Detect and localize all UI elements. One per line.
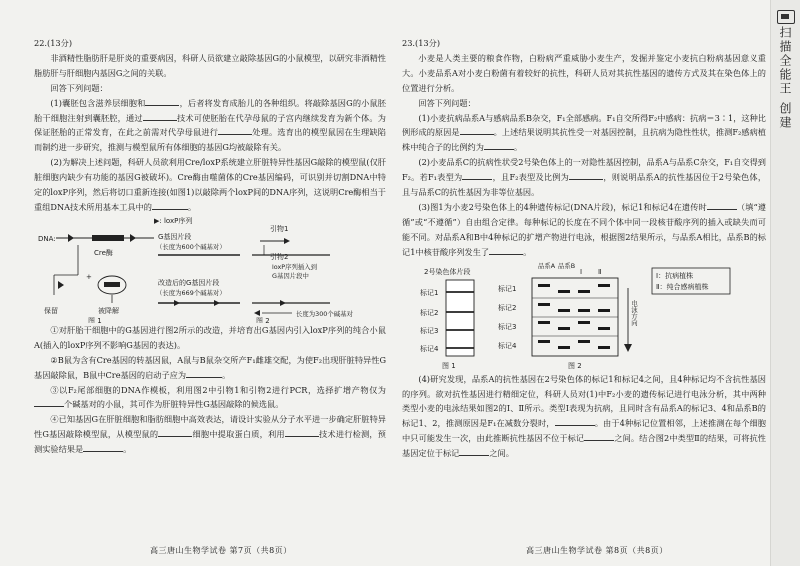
legend-II: Ⅱ：纯合感病植株 <box>656 282 709 291</box>
answer-blank[interactable] <box>34 397 64 407</box>
q23-part2: (2)小麦品系C的抗病性状受2号染色体上的一对隐性基因控制，品系A与品系C杂交，F₁自交得到F₂。若F₁表型为 ，且F₂表型及比例为 ，则说明品系A的抗性基因位于2号染色体，且与品系C的抗性基因为非等位基因。 <box>402 157 767 198</box>
answer-blank[interactable] <box>489 245 523 255</box>
question-23 <box>402 36 766 461</box>
q22-part2-iii: ③以F₂尾部细胞的DNA作模板，利用图2中引物1和引物2进行PCR，选择扩增产物仅为个碱基对的小鼠，其可作为肝脏特异性G基因敲除的候选鼠。 <box>34 383 386 413</box>
answer-blank[interactable] <box>484 140 514 150</box>
question-22 <box>34 36 386 457</box>
loxp-arrow-icon <box>280 300 286 306</box>
legend-I: Ⅰ：抗病植株 <box>656 271 694 280</box>
loxp-arrow-icon <box>214 300 220 306</box>
keep-label: 保留 <box>44 306 58 315</box>
fig2-caption: 图 2 <box>568 361 582 370</box>
col-II-label: Ⅱ <box>598 267 602 276</box>
answer-blank[interactable] <box>462 170 492 180</box>
fig1-caption: 图 1 <box>88 316 102 323</box>
q22-prompt: 回答下列问题： <box>50 82 108 93</box>
q22-intro: 非酒精性脂肪肝是肝炎的重要病因，科研人员欲建立敲除基因G的小鼠模型，以研究非酒精性脂肪肝与肝细胞内基因G之间的关联。 <box>34 52 386 78</box>
loxp-arrow-icon <box>130 234 136 242</box>
scanner-watermark-strip <box>770 0 800 566</box>
loxp-arrow-icon <box>68 234 74 242</box>
gel-bands <box>538 284 610 349</box>
exam-page-8 <box>396 0 766 566</box>
col-A-label: 品系A <box>538 261 556 270</box>
answer-blank[interactable] <box>186 368 222 378</box>
q22-part2-iv: ④已知基因G在肝脏细胞和脂肪细胞中高效表达，请设计实验从分子水平进一步确定肝脏特异性G基因敲除模型鼠，从模型鼠的 细胞中提取蛋白质，利用 技术进行检测，预测实验结果是 。 <box>34 414 386 455</box>
direction-arrow-icon <box>624 344 632 352</box>
lox-insert-label-1: loxP序列插入到 <box>272 262 318 271</box>
answer-blank[interactable] <box>584 431 614 441</box>
chr-title: 2号染色体片段 <box>424 267 471 276</box>
fig2-caption: 图 2 <box>256 316 270 323</box>
q23-part4: (4)研究发现，品系A的抗性基因在2号染色体的标记1和标记4之间，且4种标记均不含抗性基因的序列。欲对抗性基因进行精细定位，科研人员对(1)中F₂小麦的遗传标记进行电泳分析，其中两种类型小麦的电泳结果如图2的Ⅰ、Ⅱ所示。类型Ⅰ表现为抗病，且同时含有品系A的标记3、4和品系B的标记1、2，推测原因是F₁在减数分裂时， 。由于4种标记位置相邻，上述推测在每个细胞中只可能发生一次，由此推断抗性基因不位于标记 之间。结合图2中类型Ⅱ的结果，可将抗性基因定位于标记 之间。 <box>402 373 766 459</box>
q22-part2: (2)为解决上述问题，科研人员欲利用Cre/loxP系统建立肝脏特异性基因G敲除的模型鼠(仅肝脏细胞内缺少有功能的基因G被破坏)。Cre酶由噬菌体的Cre基因编码，可识别并切割DNA中特定的loxP序列，然后将切口重新连接(如图1)以敲除两个loxP间的DNA序列，这说明Cre酶相当于重组DNA技术所用基本工具中的 。 <box>34 157 386 212</box>
gfrag-label: G基因片段 <box>158 232 192 241</box>
loxp-arrow-icon <box>58 281 64 289</box>
primer1-label: 引物1 <box>270 224 289 233</box>
answer-blank[interactable] <box>285 427 319 437</box>
loxp-legend: ▶: loxP序列 <box>154 216 193 225</box>
fig1-caption: 图 1 <box>442 361 456 370</box>
modified-label: 改造后的G基因片段 <box>158 278 220 287</box>
target-segment <box>92 235 124 241</box>
len300-label: 长度为300个碱基对 <box>296 309 353 318</box>
q23-intro: 小麦是人类主要的粮食作物，白粉病严重威胁小麦生产，发掘并鉴定小麦抗白粉病基因意义重大。小麦品系A对小麦白粉菌有着较好的抗性，科研人员对其抗性基因的遗传方式及其在染色体上的位置进行分析。 <box>402 52 766 93</box>
col-I-label: Ⅰ <box>580 267 583 276</box>
answer-blank[interactable] <box>152 200 188 210</box>
answer-blank[interactable] <box>83 442 123 452</box>
answer-blank[interactable] <box>158 427 192 437</box>
scanner-logo-icon <box>777 10 795 24</box>
answer-blank[interactable] <box>218 125 252 135</box>
page-footer: 高三唐山生物学试卷 第7页（共8页） <box>150 546 292 555</box>
exam-page-7 <box>0 0 392 566</box>
q22-part1: (1)囊胚包含滋养层细胞和 ，后者将发育成胎儿的各种组织。将敲除基因G的小鼠胚胎干细胞注射到囊胚腔，通过 技术可使胚胎在代孕母鼠的子宫内继续发育为新个体。为保证胚胎的正常发育，在此之前需对代孕母鼠进行 处理。选育出的模型鼠因在生理缺陷而制约进一步研究，推测与模型鼠所有体细胞的基因G均被敲除有关。 <box>34 97 386 153</box>
q23-part3: (3)图1为小麦2号染色体上的4种遗传标记(DNA片段)，标记1和标记4在遗传时 （填“遵循”或“不遵循”）自由组合定律。每种标记的长度在不同个体中同一段核苷酸序列的插入或缺失而可能不同。对品系A和B中4种标记的扩增产物进行电泳，根据图2结果所示，与品系A相比，品系B的标记1中核苷酸序列发生了 。 <box>402 201 766 257</box>
q23-part1: (1)小麦抗病品系A与感病品系B杂交，F₁全部感病。F₁自交所得F₂中感病：抗病＝3∶1，这种比例形成的原因是 。上述结果说明其抗性受一对基因控制，且抗病为隐性性状，推测F₂感病植株中纯合子的比例约为 。 <box>402 112 766 153</box>
primer2-label: 引物2 <box>270 252 289 261</box>
answer-blank[interactable] <box>569 170 603 180</box>
q23-prompt: 回答下列问题： <box>418 97 476 108</box>
len669-label: （长度为669个碱基对） <box>156 288 226 297</box>
gel-row-4: 标记4 <box>498 341 517 350</box>
gel-row-2: 标记2 <box>498 303 517 312</box>
gel-row-1: 标记1 <box>498 284 517 293</box>
len600-label: （长度为600个碱基对） <box>156 242 226 251</box>
q23-title: 23.(13分) <box>402 38 441 48</box>
marker-label-2: 标记2 <box>420 308 439 317</box>
page-footer: 高三唐山生物学试卷 第8页（共8页） <box>526 546 668 555</box>
marker-label-1: 标记1 <box>420 288 439 297</box>
marker-label-4: 标记4 <box>420 344 439 353</box>
svg-text:+: + <box>86 272 92 281</box>
q22-figures <box>34 215 386 323</box>
direction-label: 电泳方向 <box>630 299 638 326</box>
loxp-arrow-icon <box>174 300 180 306</box>
dna-label: DNA: <box>38 234 56 243</box>
col-B-label: 品系B <box>558 261 576 270</box>
marker-label-3: 标记3 <box>420 326 439 335</box>
q23-figures <box>402 260 766 372</box>
answer-blank[interactable] <box>460 125 494 135</box>
answer-blank[interactable] <box>555 416 595 426</box>
answer-blank[interactable] <box>707 200 737 210</box>
loxp-cre-diagram <box>34 215 386 323</box>
q22-title: 22.(13分) <box>34 38 73 48</box>
answer-blank[interactable] <box>459 446 489 456</box>
gel-row-3: 标记3 <box>498 322 517 331</box>
q22-part2-ii: ②B鼠为含有Cre基因的转基因鼠，A鼠与B鼠杂交所产F₁雌雄交配，为使F₂出现肝脏特异性G基因敲除鼠，B鼠中Cre基因的启动子应为 。 <box>34 354 386 380</box>
answer-blank[interactable] <box>145 96 179 106</box>
q22-part2-i: ①对肝胎干细胞中的G基因进行图2所示的改造，并培育出G基因内引入loxP序列的纯合小鼠A(插入的loxP序列不影响G基因的表达)。 <box>34 324 386 350</box>
marker-electrophoresis-diagram <box>402 260 766 372</box>
lox-insert-label-2: G基因片段中 <box>272 271 309 280</box>
degrade-label: 被降解 <box>98 306 119 315</box>
cre-label: Cre酶 <box>94 248 113 257</box>
scanner-watermark-text: 扫描全能王 创建 <box>778 26 792 130</box>
answer-blank[interactable] <box>143 111 177 121</box>
